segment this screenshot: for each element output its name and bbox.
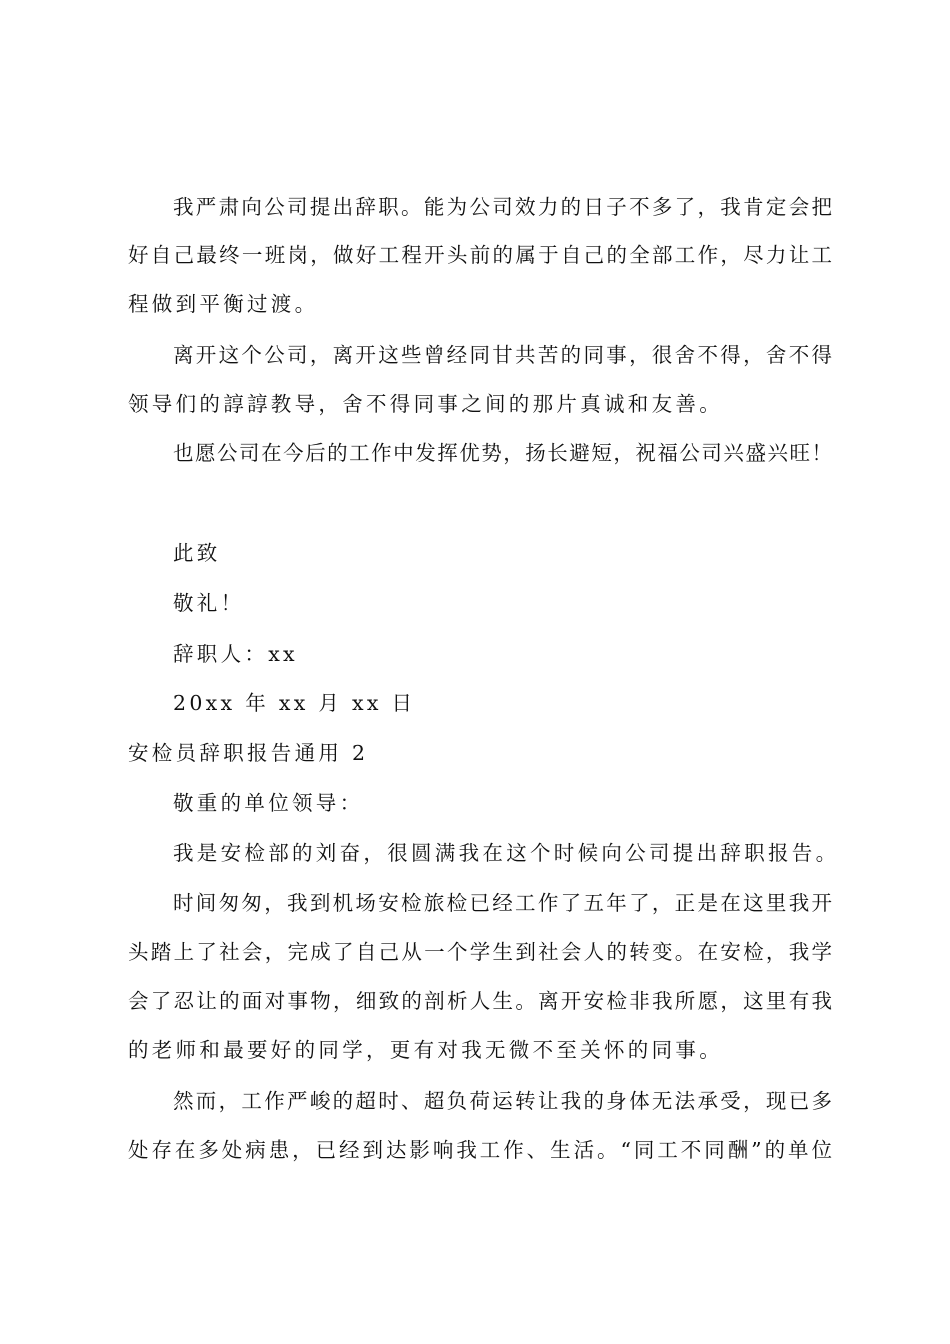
paragraph-5-line-2: 头踏上了社会，完成了自己从一个学生到社会人的转变。在安检，我学	[128, 940, 832, 964]
paragraph-5-line-4: 的老师和最要好的同学，更有对我无微不至关怀的同事。	[128, 1038, 723, 1062]
closing-regards: 敬礼！	[173, 591, 245, 615]
paragraph-6-line-2: 处存在多处病患，已经到达影响我工作、生活。“同工不同酬”的单位	[128, 1138, 832, 1162]
paragraph-1-line-3: 程做到平衡过渡。	[128, 292, 319, 316]
date-line: 20xx 年 xx 月 xx 日	[173, 691, 416, 715]
paragraph-1-line-1: 我严肃向公司提出辞职。能为公司效力的日子不多了，我肯定会把	[173, 195, 832, 219]
closing-salutation: 此致	[173, 541, 221, 565]
paragraph-5-line-1: 时间匆匆，我到机场安检旅检已经工作了五年了，正是在这里我开	[173, 891, 832, 915]
paragraph-5-line-3: 会了忍让的面对事物，细致的剖析人生。离开安检非我所愿，这里有我	[128, 989, 832, 1013]
paragraph-2-line-1: 离开这个公司，离开这些曾经同甘共苦的同事，很舍不得，舍不得	[173, 343, 832, 367]
paragraph-6-line-1: 然而，工作严峻的超时、超负荷运转让我的身体无法承受，现已多	[173, 1089, 832, 1113]
paragraph-1-line-2: 好自己最终一班岗，做好工程开头前的属于自己的全部工作，尽力让工	[128, 243, 832, 267]
signature-line: 辞职人：xx	[173, 642, 298, 666]
paragraph-3-line-1: 也愿公司在今后的工作中发挥优势，扬长避短，祝福公司兴盛兴旺！	[173, 441, 832, 465]
section-title: 安检员辞职报告通用 2	[128, 741, 369, 765]
paragraph-2-line-2: 领导们的諄諄教导，舍不得同事之间的那片真诚和友善。	[128, 392, 723, 416]
greeting-line: 敬重的单位领导：	[173, 791, 364, 815]
paragraph-4-line-1: 我是安检部的刘奋，很圆满我在这个时候向公司提出辞职报告。	[173, 841, 840, 865]
